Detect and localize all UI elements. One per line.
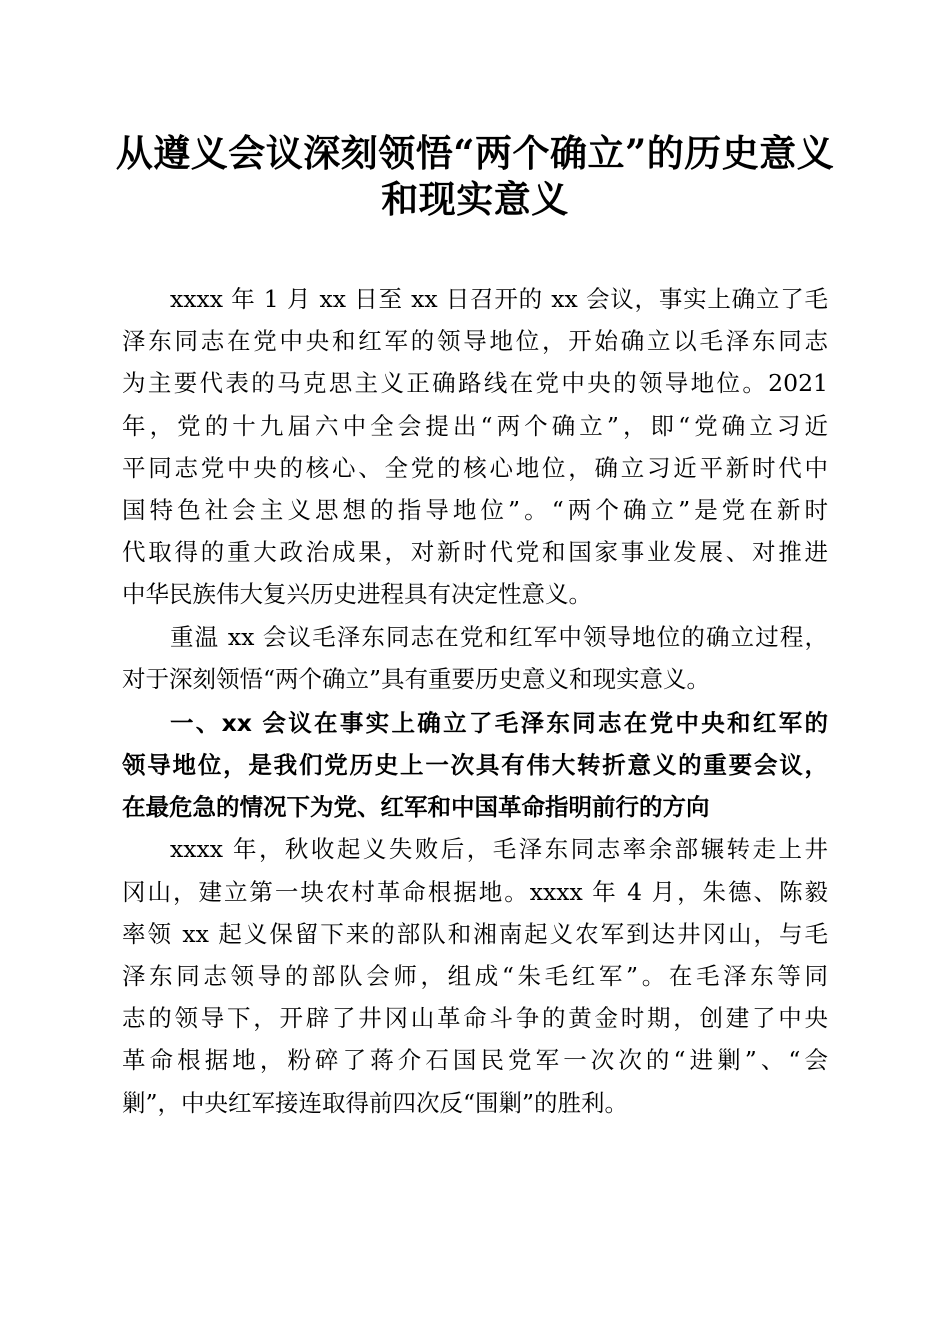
- text-line: 冈山，建立第一块农村革命根据地。xxxx 年 4 月，朱德、陈毅: [122, 877, 828, 906]
- heading-line: 一、xx 会议在事实上确立了毛泽东同志在党中央和红军的: [170, 708, 828, 737]
- section-heading-1: [122, 702, 828, 829]
- heading-line: 领导地位，是我们党历史上一次具有伟大转折意义的重要会议，: [122, 751, 828, 780]
- heading-line: 在最危急的情况下为党、红军和中国革命指明前行的方向: [122, 793, 710, 822]
- document-title: [0, 130, 950, 222]
- title-line-2: 和现实意义: [381, 177, 569, 221]
- paragraph-3: [122, 828, 828, 1123]
- text-line: 率领 xx 起义保留下来的部队和湘南起义农军到达井冈山，与毛: [122, 919, 828, 948]
- text-line: 国特色社会主义思想的指导地位”。“两个确立”是党在新时: [122, 495, 828, 524]
- text-line: xxxx 年，秋收起义失败后，毛泽东同志率余部辗转走上井: [170, 835, 828, 864]
- text-line: 泽东同志在党中央和红军的领导地位，开始确立以毛泽东同志: [122, 327, 828, 356]
- text-line: 志的领导下，开辟了井冈山革命斗争的黄金时期，创建了中央: [122, 1004, 828, 1033]
- text-line: 年，党的十九届六中全会提出“两个确立”，即“党确立习近: [122, 411, 828, 440]
- text-line: 剿”，中央红军接连取得前四次反“围剿”的胜利。: [122, 1088, 629, 1117]
- paragraph-2: [122, 616, 828, 700]
- text-line: 重温 xx 会议毛泽东同志在党和红军中领导地位的确立过程，: [170, 622, 828, 651]
- text-line: 为主要代表的马克思主义正确路线在党中央的领导地位。2021: [122, 369, 828, 398]
- text-line: 代取得的重大政治成果，对新时代党和国家事业发展、对推进: [122, 538, 828, 567]
- document-body: [122, 278, 828, 1124]
- text-line: 对于深刻领悟“两个确立”具有重要历史意义和现实意义。: [122, 664, 711, 693]
- text-line: 平同志党中央的核心、全党的核心地位，确立习近平新时代中: [122, 453, 828, 482]
- text-line: 中华民族伟大复兴历史进程具有决定性意义。: [122, 580, 592, 609]
- paragraph-1: [122, 278, 828, 616]
- text-line: 泽东同志领导的部队会师，组成“朱毛红军”。在毛泽东等同: [122, 962, 828, 990]
- text-line: 革命根据地，粉碎了蒋介石国民党军一次次的“进剿”、“会: [122, 1046, 828, 1075]
- title-line-1: 从遵义会议深刻领悟“两个确立”的历史意义: [115, 131, 835, 175]
- text-line: xxxx 年 1 月 xx 日至 xx 日召开的 xx 会议，事实上确立了毛: [170, 285, 828, 313]
